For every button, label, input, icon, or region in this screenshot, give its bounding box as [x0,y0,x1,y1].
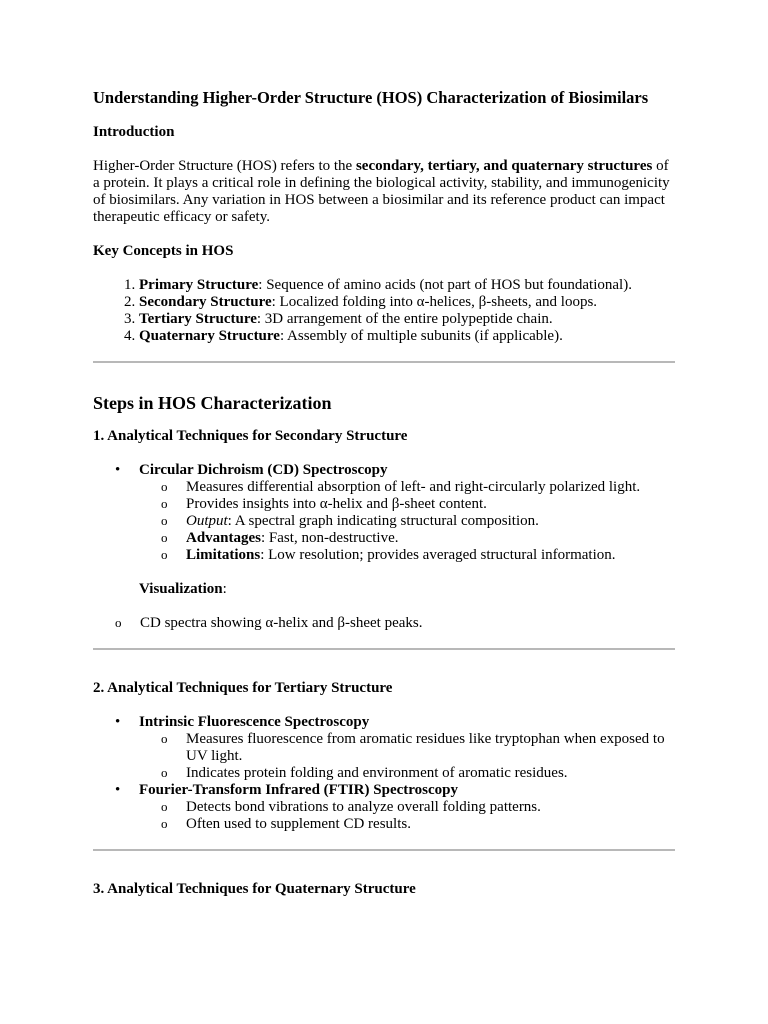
concept-term: Tertiary Structure [139,311,257,327]
technique-item-cd [93,462,675,564]
circle-bullet-icon: o [161,530,168,545]
detail-item [139,799,675,816]
section3-heading: 3. Analytical Techniques for Quaternary Structure [93,881,416,897]
visualization-label [139,581,675,598]
detail-text: Provides insights into α-helix and β-sheet content. [186,496,487,512]
detail-item [139,479,675,496]
technique-name: Fourier-Transform Infrared (FTIR) Spectroscopy [139,782,458,798]
divider [93,849,675,851]
concept-item-secondary [139,294,675,311]
detail-text: : A spectral graph indicating structural composition. [227,513,539,529]
concept-item-tertiary [139,311,675,328]
intro-bold-phrase: secondary, tertiary, and quaternary structures [355,158,653,174]
introduction-paragraph [93,158,675,226]
bullet-icon: • [115,462,121,478]
detail-item [139,547,675,564]
section2-heading: 2. Analytical Techniques for Tertiary Structure [93,680,393,696]
circle-bullet-icon: o [161,765,168,780]
detail-text: : Fast, non-destructive. [261,530,399,546]
visualization-colon: : [222,581,227,597]
technique-details [139,799,675,833]
concept-term: Secondary Structure [139,294,272,310]
concept-desc: : Assembly of multiple subunits (if applicable). [279,328,563,344]
concept-item-quaternary [139,328,675,345]
concept-desc: : Sequence of amino acids (not part of HOS but foundational). [258,277,632,293]
technique-item-ftir [93,782,675,833]
intro-text-start: Higher-Order Structure (HOS) refers to the [93,158,356,174]
circle-bullet-icon: o [161,731,168,746]
section1-technique-list [93,462,675,564]
technique-details [139,479,675,564]
detail-item [139,816,675,833]
detail-item [139,731,675,765]
detail-label: Output [186,513,228,529]
detail-item [139,496,675,513]
visualization-item [93,615,675,632]
detail-text: Measures differential absorption of left- and right-circularly polarized light. [186,479,641,495]
intro-text-end: of a protein. It plays a critical role in defining the biological activity, stability, and immunogenicity of biosimilars. Any variation in HOS between a biosimilar and its reference product can impact therapeutic efficacy or safety. [93,158,670,225]
detail-label: Limitations [186,547,261,563]
circle-bullet-icon: o [161,816,168,831]
circle-bullet-icon: o [161,479,168,494]
key-concepts-heading: Key Concepts in HOS [93,243,234,259]
document-title: Understanding Higher-Order Structure (HOS) Characterization of Biosimilars [93,88,649,107]
divider [93,361,675,363]
circle-bullet-icon: o [115,615,122,630]
detail-text: Often used to supplement CD results. [186,816,411,832]
detail-text: Measures fluorescence from aromatic residues like tryptophan when exposed to UV light. [186,731,665,764]
technique-name: Intrinsic Fluorescence Spectroscopy [139,714,370,730]
circle-bullet-icon: o [161,547,168,562]
key-concepts-list [93,277,675,345]
concept-desc: : Localized folding into α-helices, β-sheets, and loops. [271,294,598,310]
divider [93,648,675,650]
document-page [93,88,675,915]
circle-bullet-icon: o [161,496,168,511]
technique-details [139,731,675,782]
concept-desc: : 3D arrangement of the entire polypeptide chain. [256,311,553,327]
circle-bullet-icon: o [161,799,168,814]
bullet-icon: • [115,714,121,730]
bullet-icon: • [115,782,121,798]
detail-text: : Low resolution; provides averaged structural information. [260,547,616,563]
technique-name: Circular Dichroism (CD) Spectroscopy [139,462,388,478]
technique-item-fluorescence [93,714,675,782]
detail-text: Detects bond vibrations to analyze overall folding patterns. [186,799,541,815]
detail-text: Indicates protein folding and environment of aromatic residues. [186,765,568,781]
introduction-heading: Introduction [93,124,175,140]
visualization-title: Visualization [139,581,223,597]
circle-bullet-icon: o [161,513,168,528]
section2-technique-list [93,714,675,833]
detail-item [139,513,675,530]
section1-heading: 1. Analytical Techniques for Secondary Structure [93,428,408,444]
visualization-text: CD spectra showing α-helix and β-sheet peaks. [140,615,423,631]
detail-item [139,530,675,547]
visualization-list [93,615,675,632]
steps-heading: Steps in HOS Characterization [93,393,332,413]
concept-item-primary [139,277,675,294]
concept-term: Primary Structure [139,277,259,293]
concept-term: Quaternary Structure [139,328,280,344]
detail-item [139,765,675,782]
detail-label: Advantages [186,530,262,546]
